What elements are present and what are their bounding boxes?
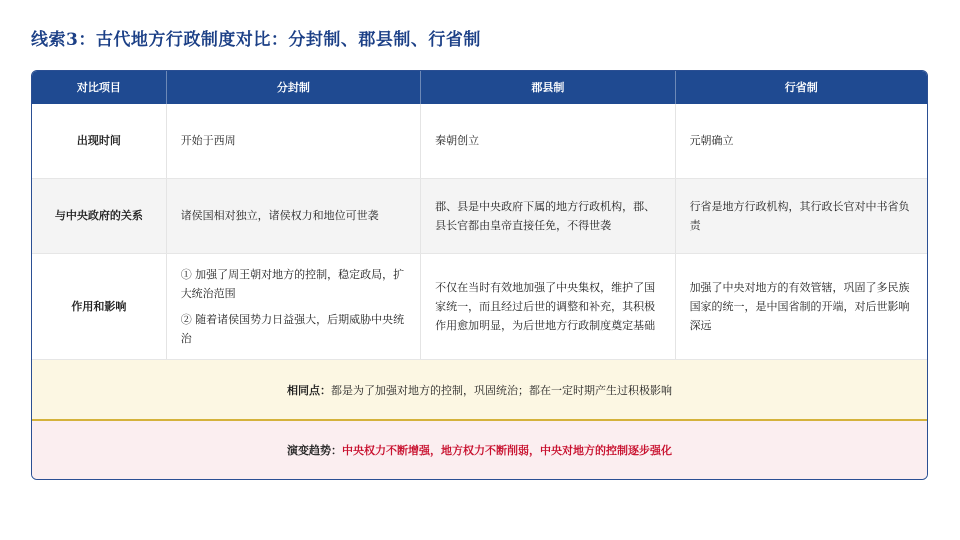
table-header-row [32,71,927,104]
evolution-label: 演变趋势： [287,444,342,457]
row-label: 作用和影响 [32,254,167,359]
fengjian-point-1: ① 加强了周王朝对地方的控制，稳定政局，扩大统治范围 [180,268,405,301]
evolution-text: 中央权力不断增强，地方权力不断削弱，中央对地方的控制逐步强化 [342,444,672,457]
similarity-label: 相同点： [287,383,331,397]
header-fengjian: 分封制 [167,71,421,104]
header-compare-item: 对比项目 [32,71,167,104]
junxian-cell: 不仅在当时有效地加强了中央集权，维护了国家统一，而且经过后世的调整和补充，其积极作用愈加明显，为后世地方行政制度奠定基础 [421,254,675,359]
row-label: 与中央政府的关系 [32,179,167,253]
xingsheng-cell: 加强了中央对地方的有效管辖，巩固了多民族国家的统一，是中国省制的开端，对后世影响深远 [689,280,910,333]
similarity-row [32,360,927,421]
fengjian-cell: 诸侯国相对独立，诸侯权力和地位可世袭 [167,179,421,253]
xingsheng-cell: 元朝确立 [689,134,734,148]
xingsheng-cell: 行省是地方行政机构，其行政长官对中书省负责 [689,199,910,232]
similarity-text: 都是为了加强对地方的控制，巩固统治；都在一定时期产生过积极影响 [331,383,672,397]
comparison-table [31,70,928,480]
evolution-row [32,421,927,479]
fengjian-cell [167,254,421,359]
page-title: 线索3：古代地方行政制度对比：分封制、郡县制、行省制 [31,30,481,50]
junxian-cell: 郡、县是中央政府下属的地方行政机构，郡、县长官都由皇帝直接任免，不得世袭 [421,179,675,253]
table-row [32,254,927,360]
header-xingsheng: 行省制 [784,80,818,94]
row-label: 出现时间 [32,104,167,178]
table-row [32,104,927,179]
junxian-cell: 秦朝创立 [421,104,675,178]
header-junxian: 郡县制 [421,71,675,104]
table-row [32,179,927,254]
fengjian-cell: 开始于西周 [167,104,421,178]
fengjian-point-2: ② 随着诸侯国势力日益强大，后期威胁中央统治 [180,312,405,345]
